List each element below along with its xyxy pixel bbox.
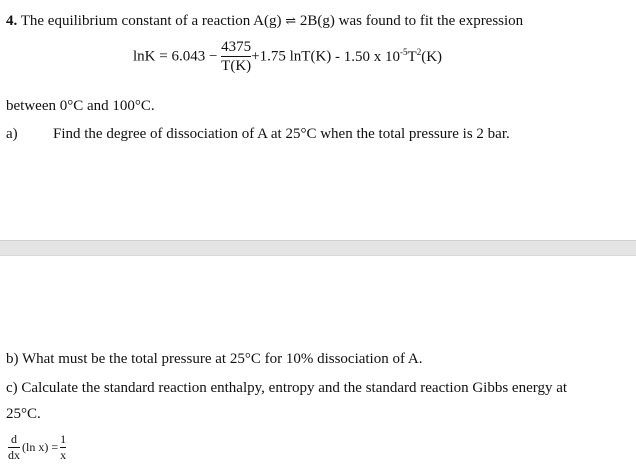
equation-term3-pre: - 1.50 x 10 xyxy=(331,48,401,65)
problem-intro: The equilibrium constant of a reaction A(g) xyxy=(17,13,286,29)
equation-term3-post: (K) xyxy=(421,48,443,65)
part-c-line2: 25°C. xyxy=(6,406,41,422)
problem-statement xyxy=(6,12,523,30)
hint-r-num: 1 xyxy=(60,432,67,446)
hint-result-fraction xyxy=(60,433,66,462)
equation-term3-exp: -5 xyxy=(400,46,408,57)
hint-d-num: d xyxy=(11,432,17,446)
part-a-text: Find the degree of dissociation of A at 25°C when the total pressure is 2 bar. xyxy=(53,126,510,142)
equation-lhs: lnK = 6.043 − xyxy=(133,48,218,65)
hint-d-den: dx xyxy=(8,448,20,462)
equation-lnk xyxy=(133,39,442,74)
page-divider xyxy=(0,240,636,256)
derivative-hint xyxy=(8,433,66,462)
equation-denominator: T(K) xyxy=(221,58,252,74)
fraction-bar xyxy=(221,56,251,57)
equation-term3-mid: T xyxy=(407,48,417,65)
equation-term2: +1.75 lnT(K) xyxy=(251,48,332,65)
temperature-range: between 0°C and 100°C. xyxy=(6,98,155,114)
part-b-text: b) What must be the total pressure at 25°C for 10% dissociation of A. xyxy=(6,351,423,367)
equilibrium-arrow-icon: ⇌ xyxy=(285,13,297,28)
hint-derivative-fraction xyxy=(8,433,20,462)
problem-intro-end: 2B(g) was found to fit the expression xyxy=(296,13,524,29)
equation-fraction xyxy=(221,39,251,74)
problem-number: 4. xyxy=(6,13,18,29)
equation-term3-exp2: 2 xyxy=(416,46,422,57)
hint-r-den: x xyxy=(60,448,67,462)
hint-func: (ln x) = xyxy=(22,440,59,454)
equation-term3 xyxy=(331,46,443,65)
part-a-label: a) xyxy=(6,126,18,142)
part-c-line1: c) Calculate the standard reaction enthalpy, entropy and the standard reaction Gibbs energy at xyxy=(6,380,568,396)
equation-numerator: 4375 xyxy=(221,39,252,55)
